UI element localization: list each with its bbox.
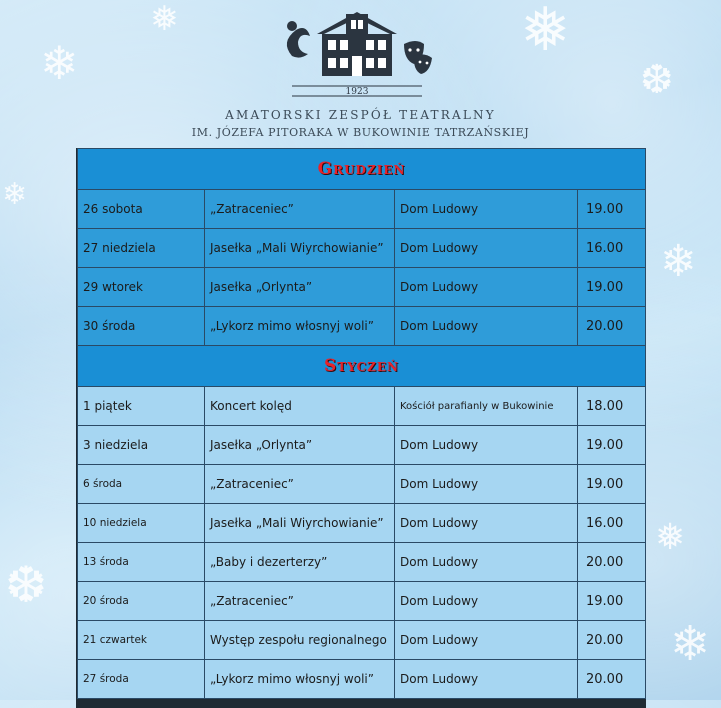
event-date: 27 środa (78, 660, 205, 699)
event-time: 19.00 (578, 426, 646, 465)
table-row (78, 307, 646, 346)
event-date: 27 niedziela (78, 229, 205, 268)
table-row (78, 582, 646, 621)
table-row (78, 426, 646, 465)
event-time: 20.00 (578, 621, 646, 660)
founding-year: 1923 (345, 87, 369, 97)
event-title: „Baby i dezerterzy” (205, 543, 395, 582)
event-title: Jasełka „Orlynta” (205, 268, 395, 307)
schedule-table (77, 148, 646, 699)
snowflake-decoration: ❆ (5, 556, 47, 614)
table-row (78, 465, 646, 504)
event-place: Dom Ludowy (395, 426, 578, 465)
event-place: Dom Ludowy (395, 268, 578, 307)
table-row (78, 229, 646, 268)
event-place: Dom Ludowy (395, 582, 578, 621)
event-title: „Zatraceniec” (205, 465, 395, 504)
table-row (78, 190, 646, 229)
event-time: 19.00 (578, 582, 646, 621)
event-date: 26 sobota (78, 190, 205, 229)
event-date: 10 niedziela (78, 504, 205, 543)
event-date: 1 piątek (78, 387, 205, 426)
table-row (78, 543, 646, 582)
table-row (78, 660, 646, 699)
event-date: 20 środa (78, 582, 205, 621)
event-time: 16.00 (578, 504, 646, 543)
snowflake-decoration: ❅ (655, 517, 686, 558)
event-time: 19.00 (578, 268, 646, 307)
snowflake-decoration: ❅ (150, 0, 179, 39)
event-title: „Zatraceniec” (205, 582, 395, 621)
snowflake-decoration: ❄ (2, 177, 28, 212)
event-place: Dom Ludowy (395, 229, 578, 268)
month-title: Styczeń (78, 346, 646, 387)
event-title: Jasełka „Mali Wiyrchowianie” (205, 504, 395, 543)
event-place: Dom Ludowy (395, 190, 578, 229)
month-title: Grudzień (78, 149, 646, 190)
snowflake-decoration: ❄ (660, 236, 697, 287)
page-header (0, 0, 721, 148)
schedule-table-wrapper (76, 148, 646, 708)
event-date: 21 czwartek (78, 621, 205, 660)
event-time: 19.00 (578, 190, 646, 229)
snowflake-decoration: ❄ (670, 616, 711, 672)
event-date: 13 środa (78, 543, 205, 582)
event-title: Jasełka „Mali Wiyrchowianie” (205, 229, 395, 268)
table-row (78, 504, 646, 543)
event-title: Występ zespołu regionalnego (205, 621, 395, 660)
event-title: „Lykorz mimo włosnyj woli” (205, 307, 395, 346)
org-name: AMATORSKI ZESPÓŁ TEATRALNY (225, 108, 496, 122)
event-place: Dom Ludowy (395, 307, 578, 346)
event-time: 19.00 (578, 465, 646, 504)
event-title: Jasełka „Orlynta” (205, 426, 395, 465)
event-place: Dom Ludowy (395, 504, 578, 543)
event-date: 29 wtorek (78, 268, 205, 307)
event-time: 20.00 (578, 307, 646, 346)
event-time: 16.00 (578, 229, 646, 268)
event-place: Dom Ludowy (395, 621, 578, 660)
event-time: 20.00 (578, 660, 646, 699)
month-header-row (78, 149, 646, 190)
event-title: „Zatraceniec” (205, 190, 395, 229)
org-subtitle: IM. JÓZEFA PITORAKA W BUKOWINIE TATRZAŃSKIEJ (191, 126, 530, 139)
theatre-logo (272, 6, 442, 98)
snowflake-decoration: ❆ (640, 57, 674, 103)
event-title: Koncert kolęd (205, 387, 395, 426)
event-place: Dom Ludowy (395, 465, 578, 504)
table-row (78, 387, 646, 426)
event-date: 3 niedziela (78, 426, 205, 465)
month-header-row (78, 346, 646, 387)
table-row (78, 621, 646, 660)
event-title: „Lykorz mimo włosnyj woli” (205, 660, 395, 699)
event-date: 30 środa (78, 307, 205, 346)
snowflake-decoration: ❄ (40, 36, 79, 90)
event-place: Dom Ludowy (395, 660, 578, 699)
table-row (78, 268, 646, 307)
event-place: Dom Ludowy (395, 543, 578, 582)
event-time: 20.00 (578, 543, 646, 582)
event-date: 6 środa (78, 465, 205, 504)
snowflake-decoration: ❅ (520, 0, 571, 65)
event-time: 18.00 (578, 387, 646, 426)
event-place: Kościół parafianly w Bukowinie (395, 387, 578, 426)
